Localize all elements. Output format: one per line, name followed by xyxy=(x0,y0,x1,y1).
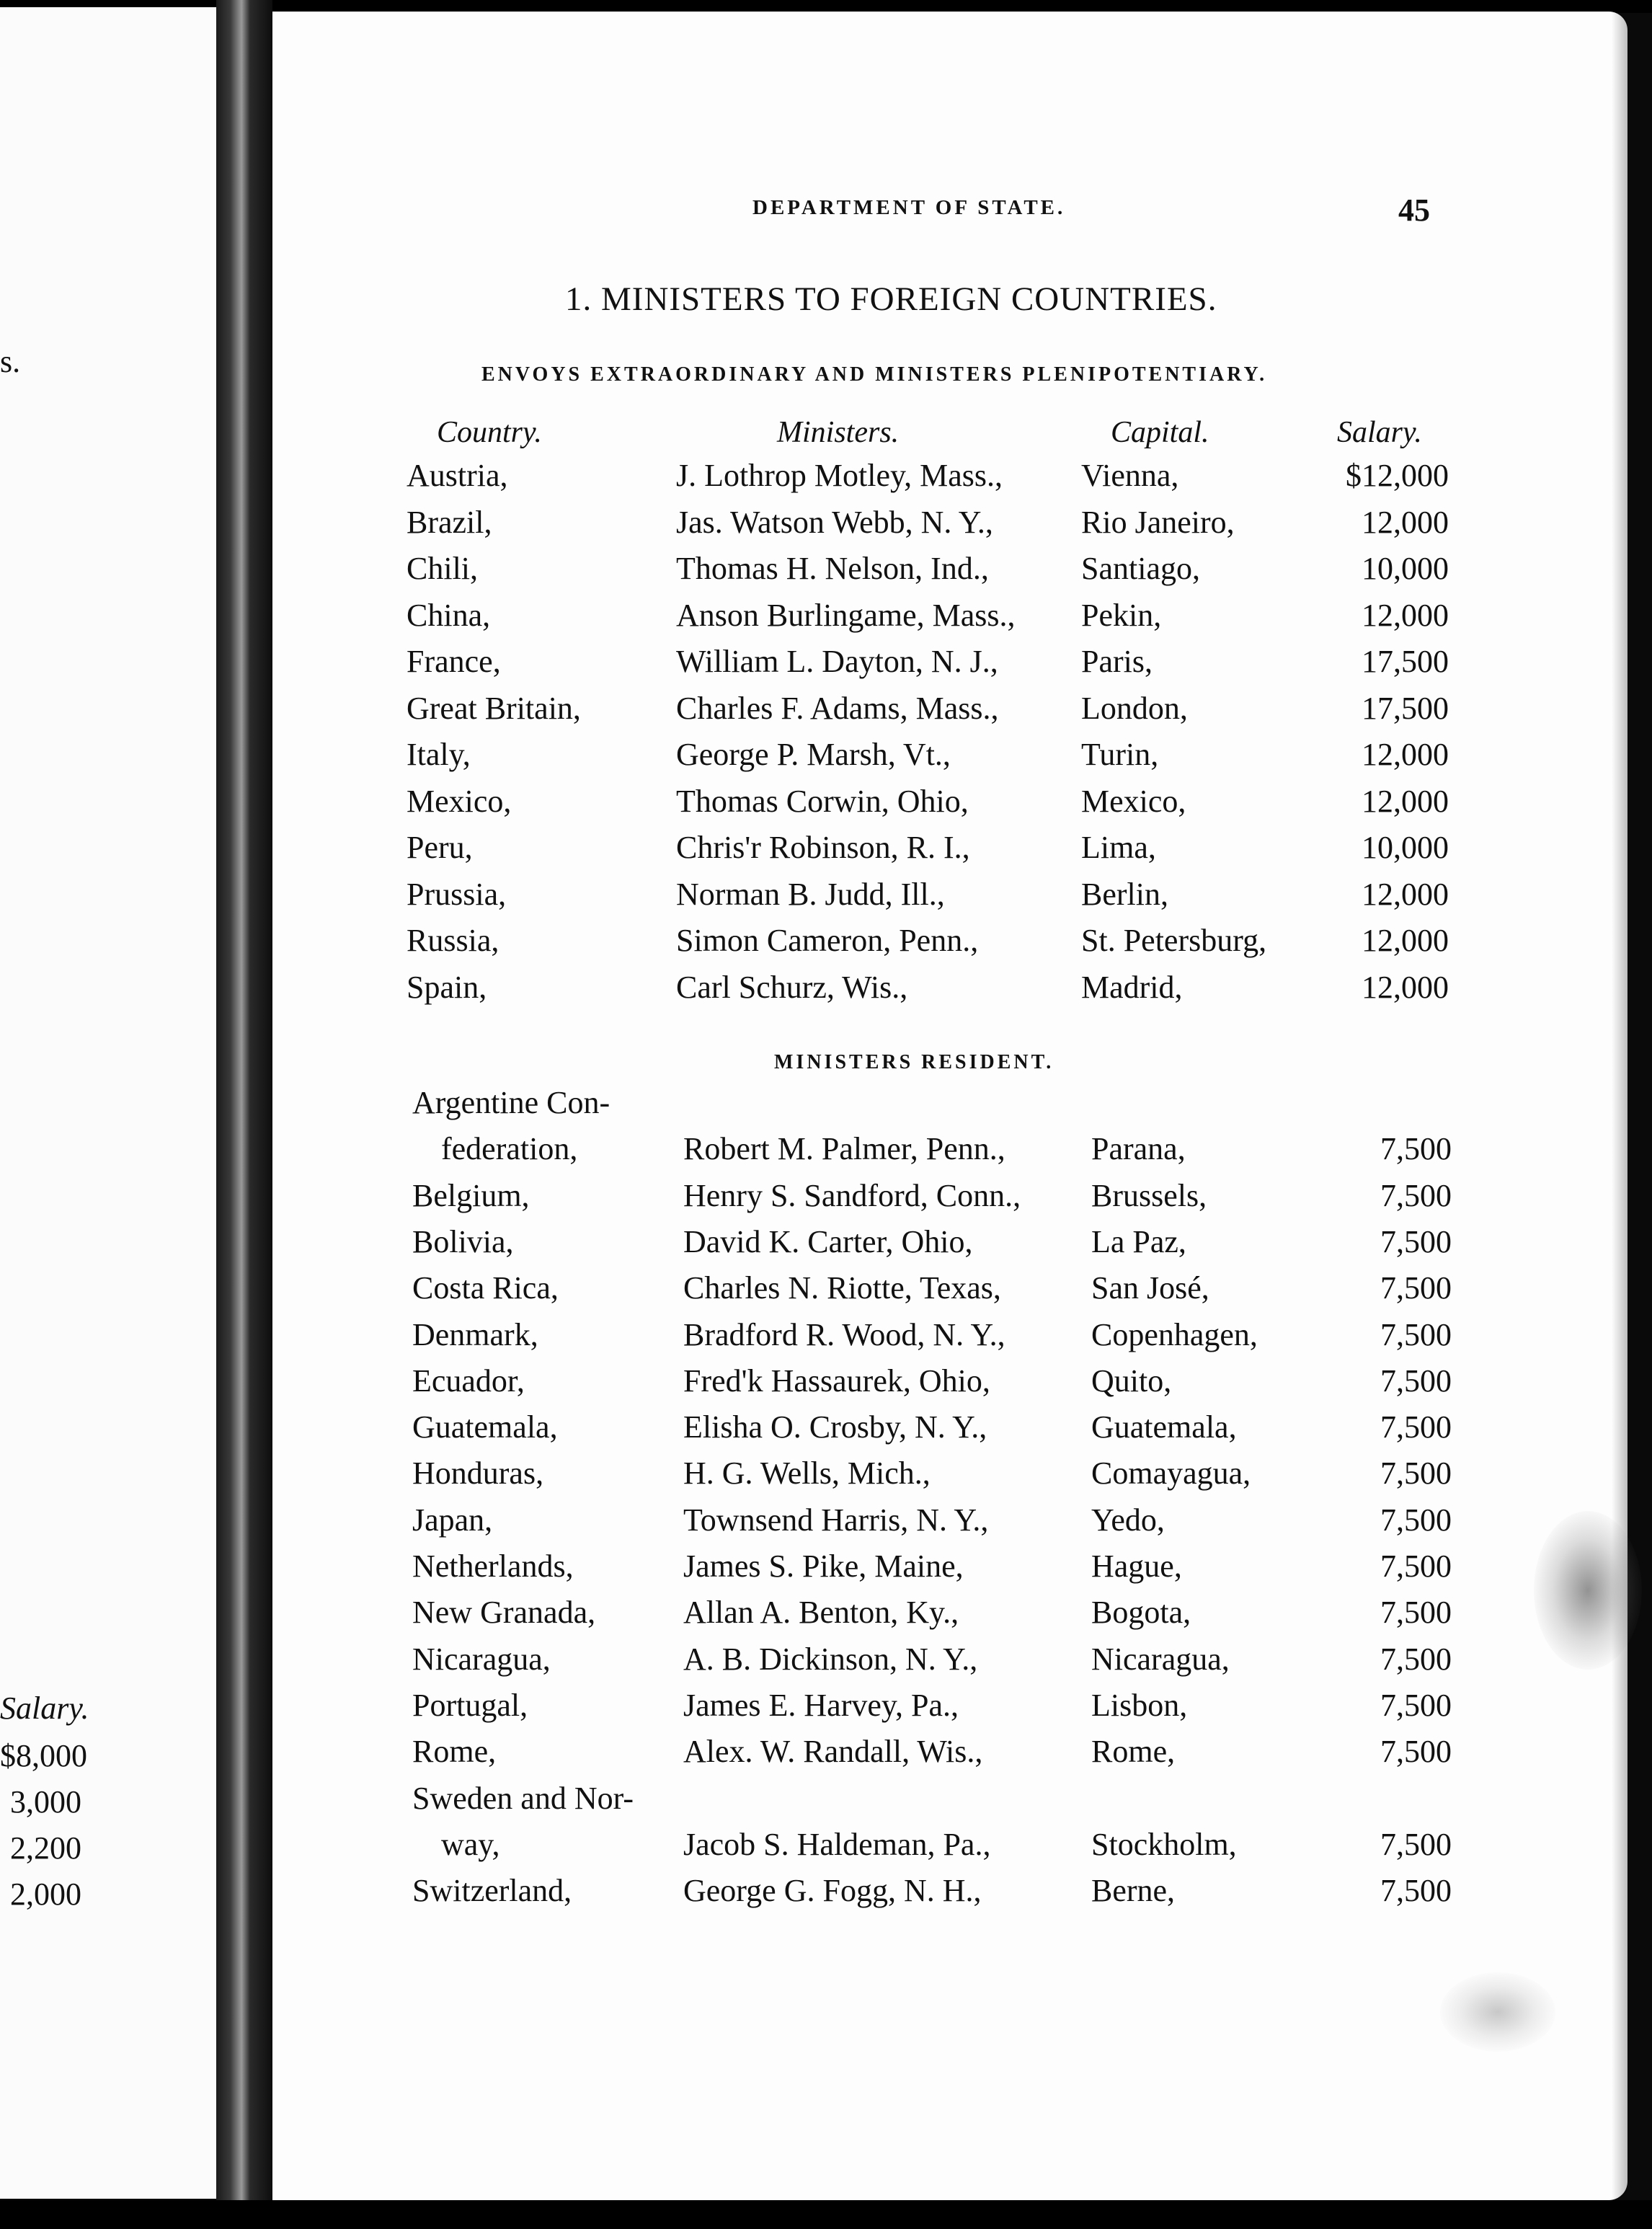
minister-cell: Simon Cameron, Penn., xyxy=(676,923,979,958)
capital-cell: Mexico, xyxy=(1081,783,1186,819)
capital-cell: Paris, xyxy=(1081,644,1153,679)
capital-cell: La Paz, xyxy=(1091,1223,1186,1259)
country-cell: Portugal, xyxy=(412,1687,528,1723)
salary-cell: $12,000 xyxy=(1346,458,1449,493)
salary-cell: 7,500 xyxy=(1380,1734,1452,1770)
capital-cell: Hague, xyxy=(1091,1548,1182,1584)
section-title: 1. MINISTERS TO FOREIGN COUNTRIES. xyxy=(565,280,1217,318)
salary-cell: 7,500 xyxy=(1380,1595,1452,1631)
minister-cell: Anson Burlingame, Mass., xyxy=(676,597,1016,633)
minister-cell: Elisha O. Crosby, N. Y., xyxy=(683,1409,987,1445)
salary-cell: 7,500 xyxy=(1380,1409,1452,1445)
country-cell: New Granada, xyxy=(412,1595,596,1631)
left-page-fragment: s. xyxy=(0,344,21,379)
left-salary-value: 3,000 xyxy=(10,1784,81,1820)
capital-cell: Stockholm, xyxy=(1091,1826,1237,1862)
country-cell: Chili, xyxy=(407,551,479,586)
country-cell: Great Britain, xyxy=(407,690,581,726)
left-salary-value: 2,200 xyxy=(10,1830,81,1866)
salary-cell: 12,000 xyxy=(1362,923,1449,958)
country-cell: way, xyxy=(441,1826,500,1862)
country-cell: Italy, xyxy=(407,737,471,772)
column-header-salary: Salary. xyxy=(1337,416,1422,449)
country-cell: Prussia, xyxy=(407,876,507,912)
salary-cell: 12,000 xyxy=(1362,969,1449,1005)
country-cell: Peru, xyxy=(407,830,473,865)
book-gutter xyxy=(216,0,272,2229)
minister-cell: Alex. W. Randall, Wis., xyxy=(683,1734,983,1770)
minister-cell: James E. Harvey, Pa., xyxy=(683,1687,959,1723)
minister-cell: Carl Schurz, Wis., xyxy=(676,969,908,1005)
left-facing-page xyxy=(0,7,238,2199)
minister-cell: Fred'k Hassaurek, Ohio, xyxy=(683,1362,990,1399)
left-salary-value: 2,000 xyxy=(10,1876,81,1912)
minister-cell: George G. Fogg, N. H., xyxy=(683,1873,982,1909)
country-cell: Argentine Con- xyxy=(412,1085,610,1120)
salary-cell: 7,500 xyxy=(1380,1502,1452,1538)
scan-border-bottom xyxy=(0,2200,1652,2229)
salary-cell: 7,500 xyxy=(1380,1270,1452,1306)
capital-cell: Santiago, xyxy=(1081,551,1200,586)
country-cell: Guatemala, xyxy=(412,1409,558,1445)
salary-cell: 7,500 xyxy=(1380,1131,1452,1167)
capital-cell: Pekin, xyxy=(1081,597,1162,633)
salary-cell: 10,000 xyxy=(1362,830,1449,865)
salary-cell: 12,000 xyxy=(1362,504,1449,540)
country-cell: Rome, xyxy=(412,1734,497,1770)
left-salary-label: Salary. xyxy=(0,1690,89,1726)
column-header-ministers: Ministers. xyxy=(777,416,900,449)
salary-cell: 7,500 xyxy=(1380,1641,1452,1677)
minister-cell: Jas. Watson Webb, N. Y., xyxy=(676,504,993,540)
country-cell: Nicaragua, xyxy=(412,1641,551,1677)
salary-cell: 7,500 xyxy=(1380,1548,1452,1584)
salary-cell: 7,500 xyxy=(1380,1687,1452,1723)
ink-smudge xyxy=(1440,1972,1555,2052)
country-cell: Sweden and Nor- xyxy=(412,1780,634,1816)
capital-cell: Copenhagen, xyxy=(1091,1316,1258,1352)
minister-cell: Jacob S. Haldeman, Pa., xyxy=(683,1826,991,1862)
country-cell: Netherlands, xyxy=(412,1548,574,1584)
capital-cell: London, xyxy=(1081,690,1188,726)
capital-cell: Parana, xyxy=(1091,1131,1186,1167)
country-cell: Bolivia, xyxy=(412,1223,514,1259)
country-cell: Spain, xyxy=(407,969,487,1005)
salary-cell: 17,500 xyxy=(1362,690,1449,726)
country-cell: Costa Rica, xyxy=(412,1270,559,1306)
minister-cell: J. Lothrop Motley, Mass., xyxy=(676,458,1003,493)
minister-cell: James S. Pike, Maine, xyxy=(683,1548,964,1584)
page-number: 45 xyxy=(1398,192,1430,228)
ink-smudge xyxy=(1534,1511,1642,1670)
minister-cell: George P. Marsh, Vt., xyxy=(676,737,951,772)
salary-cell: 7,500 xyxy=(1380,1873,1452,1909)
document-page xyxy=(272,12,1627,2200)
capital-cell: Quito, xyxy=(1091,1362,1172,1399)
capital-cell: Turin, xyxy=(1081,737,1159,772)
capital-cell: Madrid, xyxy=(1081,969,1183,1005)
capital-cell: Guatemala, xyxy=(1091,1409,1237,1445)
capital-cell: Brussels, xyxy=(1091,1177,1207,1213)
minister-cell: Thomas H. Nelson, Ind., xyxy=(676,551,989,586)
minister-cell: Robert M. Palmer, Penn., xyxy=(683,1131,1005,1167)
column-header-country: Country. xyxy=(437,416,542,449)
minister-cell: Thomas Corwin, Ohio, xyxy=(676,783,969,819)
minister-cell: Bradford R. Wood, N. Y., xyxy=(683,1316,1005,1352)
salary-cell: 12,000 xyxy=(1362,783,1449,819)
minister-cell: Charles F. Adams, Mass., xyxy=(676,690,999,726)
country-cell: Belgium, xyxy=(412,1177,530,1213)
country-cell: federation, xyxy=(441,1131,578,1167)
country-cell: Russia, xyxy=(407,923,499,958)
capital-cell: Lisbon, xyxy=(1091,1687,1188,1723)
salary-cell: 7,500 xyxy=(1380,1177,1452,1213)
capital-cell: San José, xyxy=(1091,1270,1209,1306)
salary-cell: 7,500 xyxy=(1380,1826,1452,1862)
capital-cell: Vienna, xyxy=(1081,458,1179,493)
minister-cell: Norman B. Judd, Ill., xyxy=(676,876,945,912)
minister-cell: H. G. Wells, Mich., xyxy=(683,1455,931,1492)
salary-cell: 12,000 xyxy=(1362,876,1449,912)
left-salary-value: $8,000 xyxy=(0,1738,87,1773)
resident-heading: MINISTERS RESIDENT. xyxy=(774,1051,1054,1073)
country-cell: Mexico, xyxy=(407,783,512,819)
salary-cell: 7,500 xyxy=(1380,1223,1452,1259)
salary-cell: 7,500 xyxy=(1380,1362,1452,1399)
minister-cell: A. B. Dickinson, N. Y., xyxy=(683,1641,978,1677)
minister-cell: William L. Dayton, N. J., xyxy=(676,644,998,679)
running-head: DEPARTMENT OF STATE. xyxy=(752,196,1066,219)
capital-cell: Berlin, xyxy=(1081,876,1168,912)
country-cell: France, xyxy=(407,644,501,679)
salary-cell: 10,000 xyxy=(1362,551,1449,586)
minister-cell: Charles N. Riotte, Texas, xyxy=(683,1270,1001,1306)
country-cell: Honduras, xyxy=(412,1455,544,1492)
capital-cell: Bogota, xyxy=(1091,1595,1191,1631)
capital-cell: Lima, xyxy=(1081,830,1156,865)
minister-cell: Henry S. Sandford, Conn., xyxy=(683,1177,1021,1213)
capital-cell: Rome, xyxy=(1091,1734,1176,1770)
salary-cell: 7,500 xyxy=(1380,1455,1452,1492)
country-cell: Brazil, xyxy=(407,504,492,540)
capital-cell: Berne, xyxy=(1091,1873,1176,1909)
page-edge-shadow xyxy=(1612,12,1627,2200)
salary-cell: 7,500 xyxy=(1380,1316,1452,1352)
minister-cell: David K. Carter, Ohio, xyxy=(683,1223,973,1259)
salary-cell: 17,500 xyxy=(1362,644,1449,679)
capital-cell: Yedo, xyxy=(1091,1502,1165,1538)
capital-cell: St. Petersburg, xyxy=(1081,923,1267,958)
minister-cell: Allan A. Benton, Ky., xyxy=(683,1595,959,1631)
country-cell: Ecuador, xyxy=(412,1362,525,1399)
country-cell: Denmark, xyxy=(412,1316,538,1352)
column-header-capital: Capital. xyxy=(1111,416,1209,449)
capital-cell: Rio Janeiro, xyxy=(1081,504,1235,540)
country-cell: Austria, xyxy=(407,458,508,493)
envoys-heading: ENVOYS EXTRAORDINARY AND MINISTERS PLENIPOTENTIARY. xyxy=(481,363,1268,386)
country-cell: China, xyxy=(407,597,491,633)
country-cell: Switzerland, xyxy=(412,1873,572,1909)
capital-cell: Nicaragua, xyxy=(1091,1641,1230,1677)
salary-cell: 12,000 xyxy=(1362,597,1449,633)
salary-cell: 12,000 xyxy=(1362,737,1449,772)
minister-cell: Townsend Harris, N. Y., xyxy=(683,1502,989,1538)
country-cell: Japan, xyxy=(412,1502,493,1538)
minister-cell: Chris'r Robinson, R. I., xyxy=(676,830,970,865)
capital-cell: Comayagua, xyxy=(1091,1455,1251,1492)
